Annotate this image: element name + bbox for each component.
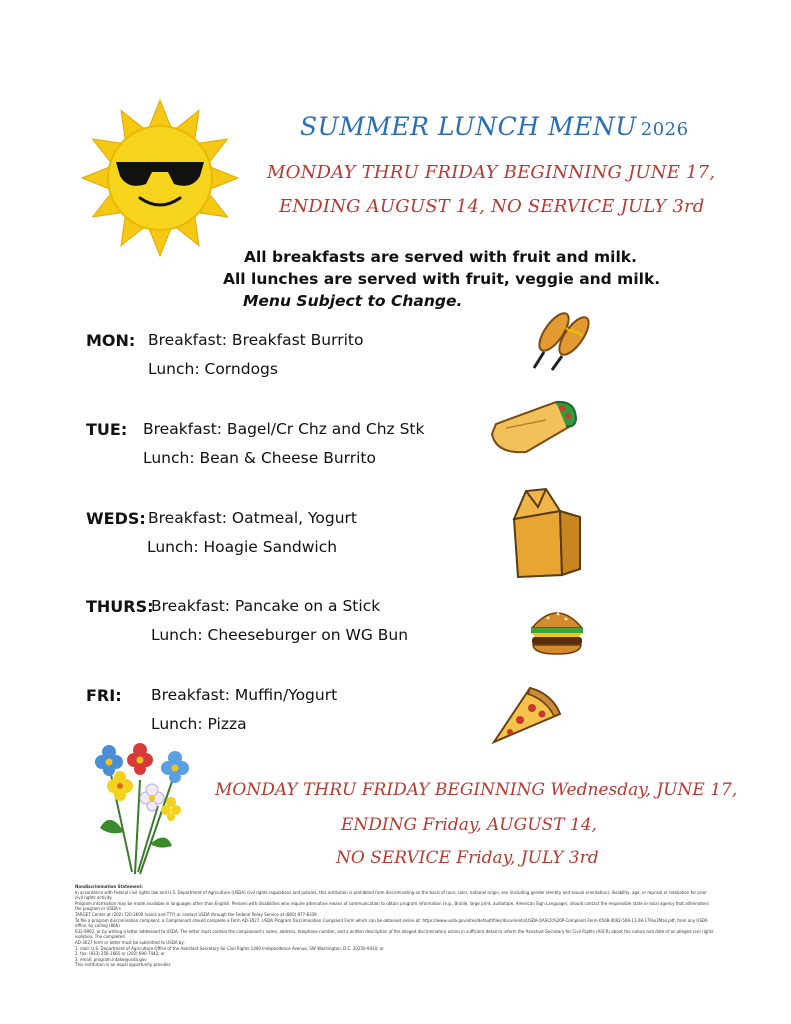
disclaimer-line: To file a program discrimination complaint, a Complainant should complete a Form AD-3027, USDA Program Discrimination Complaint Form which can be obtained online at: https://www.usda.gov/sites/default/files/documents/USDA-OASCR%20P-Complaint-Form-0508-0002-508-11-28-17Fax2Mail.pdf, from any USDA office, by calling (866) xyxy=(75,917,708,929)
day-label-thurs: THURS: xyxy=(86,597,154,616)
breakfast-weds: Breakfast: Oatmeal, Yogurt xyxy=(148,509,358,527)
day-label-mon: MON: xyxy=(86,331,136,350)
breakfast-fri: Breakfast: Muffin/Yogurt xyxy=(151,686,338,704)
lunch-fri: Lunch: Pizza xyxy=(151,715,247,733)
disclaimer-line: AD-3027 form or letter must be submitted to USDA by: xyxy=(75,939,185,945)
nondiscrimination-title: Nondiscrimination Statement: xyxy=(75,884,143,889)
menu-title xyxy=(300,112,689,141)
day-label-weds: WEDS: xyxy=(86,509,146,528)
disclaimer-line: Program information may be made available in languages other than English. Persons with disabilities who require alternative means of communication to obtain program information (e.g., Braille, large print, audiotape, American Sign Language), should contact the responsible state or local agency that administers the program or USDA's xyxy=(75,900,709,912)
burrito-icon xyxy=(486,394,582,458)
disclaimer-line: In accordance with federal civil rights law and U.S. Department of Agriculture (USDA) civil rights regulations and policies, this institution is prohibited from discriminating on the basis of race, color, national origin, sex (including gender identity and sexual orientation), disability, age, or reprisal or retaliation for prior civil rights activity. xyxy=(75,889,707,901)
breakfast-thurs: Breakfast: Pancake on a Stick xyxy=(151,597,381,615)
pizza-slice-icon xyxy=(486,684,564,746)
disclaimer-line: This institution is an equal opportunity provider. xyxy=(75,962,172,968)
subject-to-change-note: Menu Subject to Change. xyxy=(243,292,463,310)
lunch-tue: Lunch: Bean & Cheese Burrito xyxy=(143,449,376,467)
day-label-tue: TUE: xyxy=(86,420,128,439)
breakfast-tue: Breakfast: Bagel/Cr Chz and Chz Stk xyxy=(143,420,425,438)
day-label-fri: FRI: xyxy=(86,686,122,705)
sun-with-sunglasses-icon xyxy=(80,98,240,258)
disclaimer-line: TARGET Center at (202) 720-2600 (voice and TTY) or contact USDA through the Federal Relay Service at (800) 877-8339. xyxy=(75,911,318,917)
lunch-thurs: Lunch: Cheeseburger on WG Bun xyxy=(151,626,409,644)
footer-line-3: NO SERVICE Friday, JULY 3rd xyxy=(336,848,599,868)
disclaimer-line: 1. mail: U.S. Department of Agriculture Office of the Assistant Secretary for Civil Rights 1400 Independence Avenue, SW Washington, D.C. 20250-9410; or xyxy=(75,945,384,951)
disclaimer-line: 632-9992, or by writing a letter addressed to USDA. The letter must contain the complainant's name, address, telephone number, and a written description of the alleged discriminatory action in sufficient detail to inform the Assistant Secretary for Civil Rights (ASCR) about the nature and date of an alleged civil rights violation. The completed xyxy=(75,928,714,940)
lunch-note: All lunches are served with fruit, veggie and milk. xyxy=(223,270,661,288)
disclaimer-line: 3. email: program.intake@usda.gov xyxy=(75,956,147,962)
footer-line-1: MONDAY THRU FRIDAY BEGINNING Wednesday, JUNE 17, xyxy=(215,780,738,800)
footer-line-2: ENDING Friday, AUGUST 14, xyxy=(341,815,597,835)
schedule-line-1: MONDAY THRU FRIDAY BEGINNING JUNE 17, xyxy=(267,162,716,183)
lunch-bag-icon xyxy=(500,487,586,583)
disclaimer-line: 2. fax: (833) 256-1665 or (202) 690-7442; or xyxy=(75,951,165,957)
corndog-icon xyxy=(524,312,596,374)
lunch-weds: Lunch: Hoagie Sandwich xyxy=(147,538,338,556)
flower-bouquet-icon xyxy=(80,740,210,880)
breakfast-note: All breakfasts are served with fruit and milk. xyxy=(244,248,637,266)
menu-year: 2026 xyxy=(640,119,689,140)
menu-title-text: SUMMER LUNCH MENU xyxy=(300,112,637,141)
lunch-mon: Lunch: Corndogs xyxy=(148,360,278,378)
nondiscrimination-statement xyxy=(75,884,715,968)
cheeseburger-icon xyxy=(528,604,586,658)
schedule-line-2: ENDING AUGUST 14, NO SERVICE JULY 3rd xyxy=(279,196,705,217)
breakfast-mon: Breakfast: Breakfast Burrito xyxy=(148,331,364,349)
